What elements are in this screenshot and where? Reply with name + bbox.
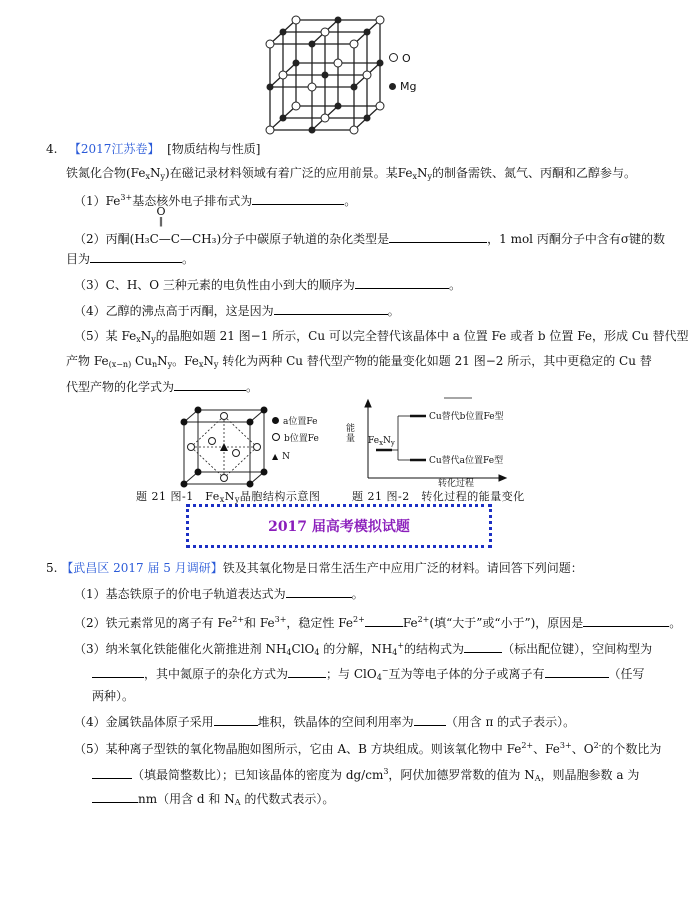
acetone-carbonyl: O ‖ (156, 205, 166, 227)
answer-blank[interactable] (389, 230, 487, 243)
q5-sub3-line1: （3）纳米氧化铁能催化火箭推进剂 $NH_4ClO_4$ 的分解，$NH_4^+$的结构式为 （标出配位键），空间构型为 (74, 641, 653, 657)
fexny-cell-diagram (178, 406, 270, 488)
answer-blank[interactable] (464, 640, 502, 653)
answer-blank[interactable] (92, 665, 144, 678)
answer-blank[interactable] (174, 378, 246, 391)
q5-sub3-line3: 两种）。 (92, 689, 135, 703)
q5-sub1: （1）基态铁原子的价电子轨道表达式为 。 (74, 587, 364, 601)
legend-a-marker (272, 417, 279, 424)
legend-b-marker (272, 433, 280, 441)
q4-source: 【2017江苏卷】 (68, 142, 160, 156)
answer-blank[interactable] (355, 276, 449, 289)
answer-blank[interactable] (365, 614, 403, 627)
energy-axis-label: 能量 (346, 424, 356, 444)
cu-a-label: Cu替代a位置Fe型 (429, 456, 504, 466)
mgo-lattice-figure (262, 14, 422, 136)
q4-sub5-line1: （5）某 $Fe_xN_y$的晶胞如题 21 图−1 所示，Cu 可以完全替代该晶体中 a 位置 Fe 或者 b 位置 Fe，形成 Cu 替代型 (74, 329, 689, 344)
q5-sub5-line1: （5）某种离子型铁的氧化物晶胞如图所示，它由 A、B 方块组成。则该氧化物中 $Fe^{2+}$、$Fe^{3+}$、$O^{2-}$的个数比为 (74, 741, 662, 756)
legend-mg-marker (389, 83, 396, 90)
acetone-structure: H₃C—C—CH₃ (134, 232, 217, 246)
answer-blank[interactable] (252, 192, 344, 205)
answer-blank[interactable] (274, 302, 388, 315)
answer-blank[interactable] (288, 665, 326, 678)
answer-blank[interactable] (286, 585, 352, 598)
answer-blank[interactable] (214, 713, 258, 726)
banner-title: 2017 届高考模拟试题 (268, 519, 410, 535)
answer-blank[interactable] (90, 250, 182, 263)
legend-n-marker: ▲ (272, 452, 279, 461)
fig21-1-legend (272, 414, 319, 466)
mock-exam-banner (186, 504, 492, 548)
legend-b-fe: b位置Fe (272, 431, 319, 448)
q4-sub3: （3）C、H、O 三种元素的电负性由小到大的顺序为 。 (74, 278, 461, 292)
q4-intro: 铁氮化合物$(Fe_xN_y)$在磁记录材料领域有着广泛的应用前景。某$Fe_xN_y$的制备需铁、氮气、丙酮和乙醇参与。 (66, 166, 637, 181)
legend-o: O (389, 52, 411, 65)
q4-sub2-cont: 目为 。 (66, 252, 195, 266)
q4-topic: [物质结构与性质] (167, 142, 261, 156)
cu-b-label: Cu替代b位置Fe型 (429, 412, 504, 422)
answer-blank[interactable] (583, 614, 669, 627)
legend-mg: Mg (389, 80, 416, 93)
q4-sub5-line3: 代型产物的化学式为 。 (66, 380, 259, 394)
q4-number: 4. (46, 142, 58, 156)
answer-blank[interactable] (92, 766, 132, 779)
legend-n: ▲ N (272, 448, 319, 466)
fexny-start-label: $Fe_xN_y$ (368, 436, 395, 447)
process-axis-label: 转化过程 (438, 479, 475, 489)
legend-a-fe: a位置Fe (272, 414, 319, 431)
q5-sub5-line3: nm（用含 d 和 $N_A$ 的代数式表示）。 (92, 790, 334, 811)
fig21-1-caption: 题 21 图-1 $Fe_xN_y$晶胞结构示意图 (136, 490, 321, 504)
answer-blank[interactable] (545, 665, 609, 678)
answer-blank[interactable] (92, 790, 138, 803)
q5-sub5-line2: （填最简整数比）；已知该晶体的密度为 $dg/cm^3$，阿伏加德罗常数的值为 $N_A$，则晶胞参数 a 为 (92, 764, 639, 787)
q5-intro: 铁及其氧化物是日常生活生产中应用广泛的材料。请回答下列问题： (222, 561, 583, 575)
answer-blank[interactable] (414, 713, 446, 726)
q5-header (46, 560, 583, 576)
fig21-1-unit-cell (178, 406, 270, 488)
q5-source: 【武昌区 2017 届 5 月调研】 (61, 561, 223, 575)
q4-sub5-line2: 产物 $Fe_{(x-n)}$ $Cu_nN_y$。$Fe_xN_y$ 转化为两种 Cu 替代型产物的能量变化如题 21 图−2 所示，其中更稳定的 Cu 替 (66, 354, 652, 369)
mgo-lattice-diagram (262, 14, 422, 136)
q5-sub2: （2）铁元素常见的离子有 $Fe^{2+}$和 $Fe^{3+}$，稳定性 $Fe^{2+}$ $Fe^{2+}$(填“大于”或“小于”)，原因是 。 (74, 615, 682, 630)
q5-number: 5. (46, 561, 58, 575)
q4-header (46, 141, 260, 157)
fig21-2-caption: 题 21 图-2 转化过程的能量变化 (352, 490, 525, 503)
q4-sub4: （4）乙醇的沸点高于丙酮，这是因为 。 (74, 304, 400, 318)
q5-sub4: （4）金属铁晶体原子采用 堆积，铁晶体的空间利用率为 （用含 π 的式子表示）。 (74, 715, 576, 729)
legend-o-marker (389, 53, 398, 62)
q4-sub2: （2）丙酮(H₃C—C—CH₃)分子中碳原子轨道的杂化类型是 ，1 mol 丙酮分子中含有σ键的数 (74, 232, 666, 246)
q4-sub1: $(1)Fe^{3+}$基态核外电子排布式为 。 (74, 193, 357, 208)
q5-sub3-line2: ，其中氮原子的杂化方式为 ；与 ClO$_4$−互为等电子体的分子或离子有 （任写 (92, 663, 645, 686)
